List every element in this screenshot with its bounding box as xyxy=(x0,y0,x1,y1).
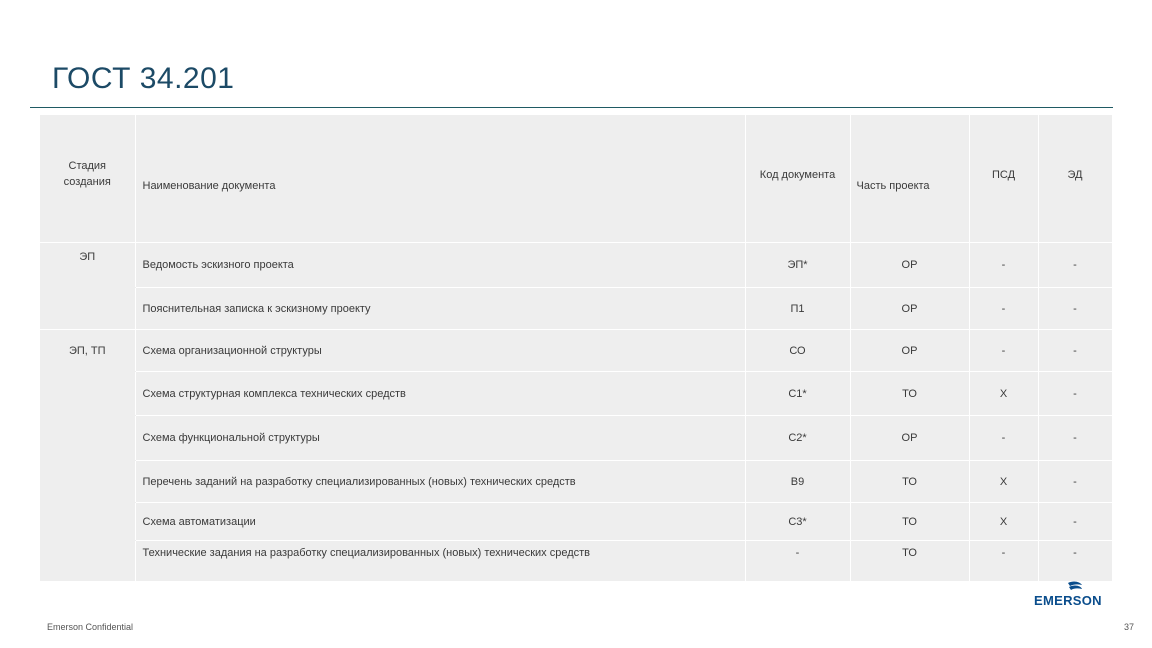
row-name: Схема структурная комплекса технических средств xyxy=(135,372,745,416)
row-ed: - xyxy=(1038,461,1112,503)
row-stage: ЭП, ТП xyxy=(40,330,135,372)
table-row xyxy=(40,503,1112,541)
header-code: Код документа xyxy=(745,115,850,243)
row-psd: - xyxy=(969,416,1038,461)
header-ed: ЭД xyxy=(1038,115,1112,243)
row-part: ТО xyxy=(850,372,969,416)
header-stage-line2: создания xyxy=(63,175,111,188)
row-ed: - xyxy=(1038,330,1112,372)
row-psd: Х xyxy=(969,503,1038,541)
row-name: Перечень заданий на разработку специализированных (новых) технических средств xyxy=(135,461,745,503)
row-name: Схема организационной структуры xyxy=(135,330,745,372)
header-stage-line1: Стадия xyxy=(68,159,106,172)
row-psd: - xyxy=(969,243,1038,288)
header-part: Часть проекта xyxy=(850,115,969,243)
row-name: Ведомость эскизного проекта xyxy=(135,243,745,288)
row-code: С1* xyxy=(745,372,850,416)
row-psd: Х xyxy=(969,372,1038,416)
row-part: ТО xyxy=(850,461,969,503)
header-psd: ПСД xyxy=(969,115,1038,243)
row-part: ОР xyxy=(850,330,969,372)
table-row xyxy=(40,541,1112,582)
row-psd: Х xyxy=(969,461,1038,503)
row-ed: - xyxy=(1038,288,1112,330)
row-ed: - xyxy=(1038,243,1112,288)
header-stage xyxy=(40,115,135,243)
row-stage xyxy=(40,541,135,582)
row-psd: - xyxy=(969,330,1038,372)
footer-confidential: Emerson Confidential xyxy=(47,622,134,632)
row-code: ЭП* xyxy=(745,243,850,288)
row-code: В9 xyxy=(745,461,850,503)
row-ed: - xyxy=(1038,503,1112,541)
table-header-row xyxy=(40,115,1112,243)
table-row xyxy=(40,288,1112,330)
row-stage xyxy=(40,372,135,416)
row-ed: - xyxy=(1038,541,1112,582)
table-row xyxy=(40,330,1112,372)
row-code: - xyxy=(745,541,850,582)
document-table xyxy=(40,115,1113,582)
header-name: Наименование документа xyxy=(135,115,745,243)
title-divider xyxy=(30,107,1113,108)
row-part: ОР xyxy=(850,243,969,288)
slide-title: ГОСТ 34.201 xyxy=(52,62,235,95)
row-ed: - xyxy=(1038,416,1112,461)
row-stage xyxy=(40,288,135,330)
row-stage xyxy=(40,461,135,503)
row-code: С3* xyxy=(745,503,850,541)
table-row xyxy=(40,372,1112,416)
row-stage xyxy=(40,503,135,541)
row-part: ОР xyxy=(850,288,969,330)
row-name: Схема автоматизации xyxy=(135,503,745,541)
row-name: Схема функциональной структуры xyxy=(135,416,745,461)
emerson-logo-text: EMERSON xyxy=(1034,593,1102,608)
row-stage: ЭП xyxy=(40,243,135,288)
row-psd: - xyxy=(969,541,1038,582)
row-code: П1 xyxy=(745,288,850,330)
row-name: Технические задания на разработку специализированных (новых) технических средств xyxy=(135,541,745,582)
row-part: ТО xyxy=(850,541,969,582)
row-psd: - xyxy=(969,288,1038,330)
page-number: 37 xyxy=(1124,622,1135,632)
row-part: ОР xyxy=(850,416,969,461)
row-code: СО xyxy=(745,330,850,372)
row-part: ТО xyxy=(850,503,969,541)
row-name: Пояснительная записка к эскизному проекту xyxy=(135,288,745,330)
row-code: С2* xyxy=(745,416,850,461)
table-row xyxy=(40,243,1112,288)
row-ed: - xyxy=(1038,372,1112,416)
table-row xyxy=(40,461,1112,503)
row-stage xyxy=(40,416,135,461)
table-row xyxy=(40,416,1112,461)
